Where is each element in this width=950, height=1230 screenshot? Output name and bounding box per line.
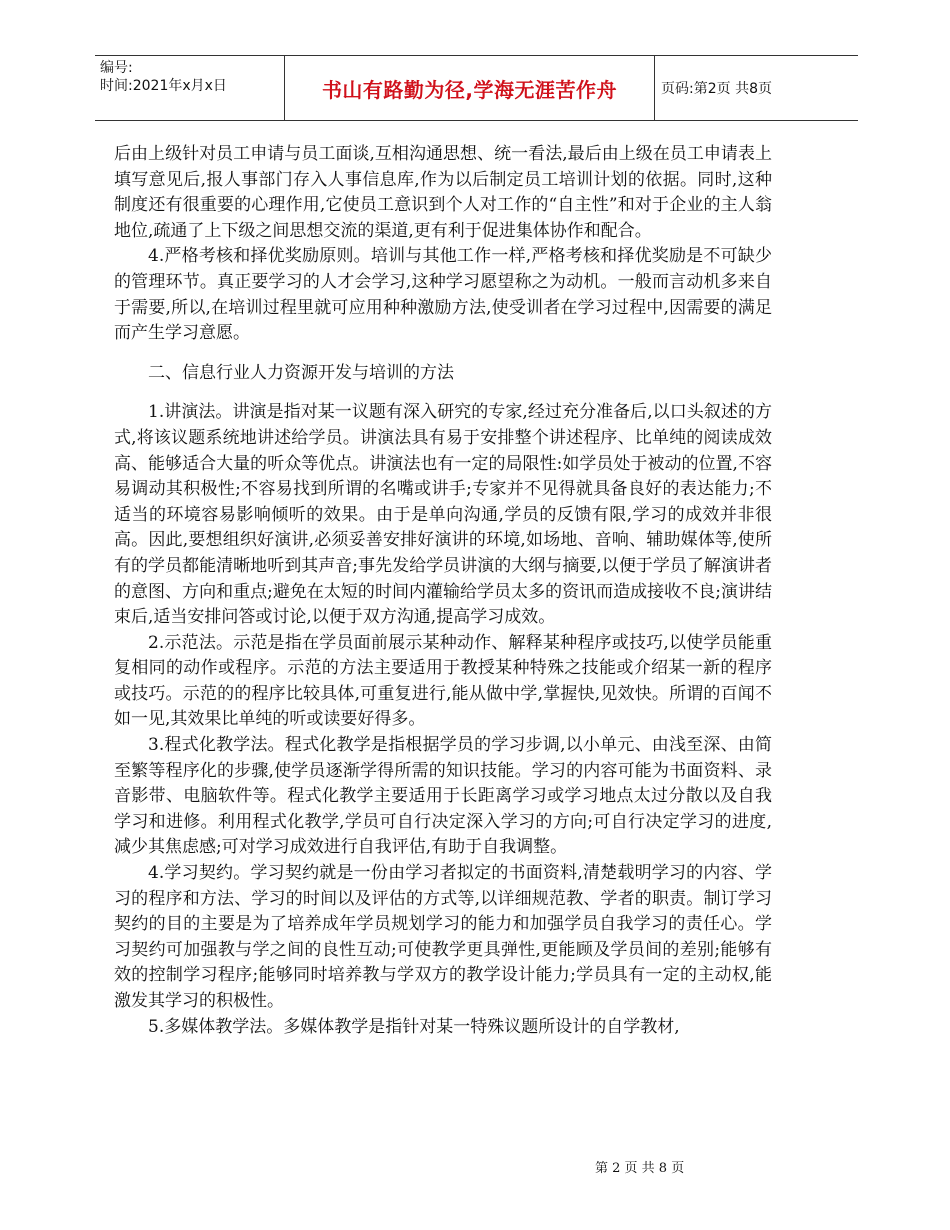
paragraph-principle-4: 4.严格考核和择优奖励原则。培训与其他工作一样,严格考核和择优奖励是不可缺少的管理环节。真正要学习的人才会学习,这种学习愿望称之为动机。一般而言动机多来自于需要,所以,在培训过程里就可应用种种激励方法,使受训者在学习过程中,因需要的满足而产生学习意愿。 (114, 246, 772, 344)
section-heading: 二、信息行业人力资源开发与培训的方法 (148, 362, 454, 383)
paragraph-method-4: 4.学习契约。学习契约就是一份由学习者拟定的书面资料,清楚载明学习的内容、学习的程序和方法、学习的时间以及评估的方式等,以详细规范教、学者的职责。制订学习契约的目的主要是为了培养成年学员规划学习的能力和加强学员自我学习的责任心。学习契约可加强教与学之间的良性互动;可使教学更具弹性,更能顾及学员间的差别;能够有效的控制学习程序;能够同时培养教与学双方的教学设计能力;学员具有一定的主动权,能激发其学习的积极性。 (114, 863, 772, 1011)
header-motto: 书山有路勤为径,学海无涯苦作舟 (284, 56, 655, 120)
document-body (114, 142, 772, 1040)
document-time-label: 时间:2021年x月x日 (100, 78, 227, 94)
document-number-label: 编号: (100, 60, 133, 76)
header-meta (100, 59, 227, 95)
paragraph-method-3: 3.程式化教学法。程式化教学是指根据学员的学习步调,以小单元、由浅至深、由简至繁等程序化的步骤,使学员逐渐学得所需的知识技能。学习的内容可能为书面资料、录音影带、电脑软件等。程式化教学主要适用于长距离学习或学习地点太过分散以及自我学习和进修。利用程式化教学,学员可自行决定深入学习的方向;可自行决定学习的进度,减少其焦虑感;可对学习成效进行自我评估,有助于自我调整。 (114, 735, 772, 858)
header-page-info: 页码:第2页 共8页 (661, 81, 772, 97)
page-header (95, 55, 858, 121)
paragraph-method-1: 1.讲演法。讲演是指对某一议题有深入研究的专家,经过充分准备后,以口头叙述的方式,将该议题系统地讲述给学员。讲演法具有易于安排整个讲述程序、比单纯的阅读成效高、能够适合大量的听众等优点。讲演法也有一定的局限性:如学员处于被动的位置,不容易调动其积极性;不容易找到所谓的名嘴或讲手;专家并不见得就具备良好的表达能力;不适当的环境容易影响倾听的效果。由于是单向沟通,学员的反馈有限,学习的成效并非很高。因此,要想组织好演讲,必须妥善安排好演讲的环境,如场地、音响、辅助媒体等,使所有的学员都能清晰地听到其声音;事先发给学员讲演的大纲与摘要,以便于学员了解演讲者的意图、方向和重点;避免在太短的时间内灌输给学员太多的资讯而造成接收不良;演讲结束后,适当安排问答或讨论,以便于双方沟通,提高学习成效。 (114, 402, 772, 628)
paragraph-continuation: 后由上级针对员工申请与员工面谈,互相沟通思想、统一看法,最后由上级在员工申请表上填写意见后,报人事部门存入人事信息库,作为以后制定员工培训计划的依据。同时,这种制度还有很重要的心理作用,它使员工意识到个人对工作的“自主性”和对于企业的主人翁地位,疏通了上下级之间思想交流的渠道,更有利于促进集体协作和配合。 (114, 144, 772, 241)
page-footer: 第 2 页 共 8 页 (595, 1161, 685, 1176)
paragraph-method-2: 2.示范法。示范是指在学员面前展示某种动作、解释某种程序或技巧,以使学员能重复相同的动作或程序。示范的方法主要适用于教授某种特殊之技能或介绍某一新的程序或技巧。示范的的程序比较具体,可重复进行,能从做中学,掌握快,见效快。所谓的百闻不如一见,其效果比单纯的听或读要好得多。 (114, 632, 772, 730)
paragraph-method-5: 5.多媒体教学法。多媒体教学是指针对某一特殊议题所设计的自学教材, (148, 1016, 680, 1037)
